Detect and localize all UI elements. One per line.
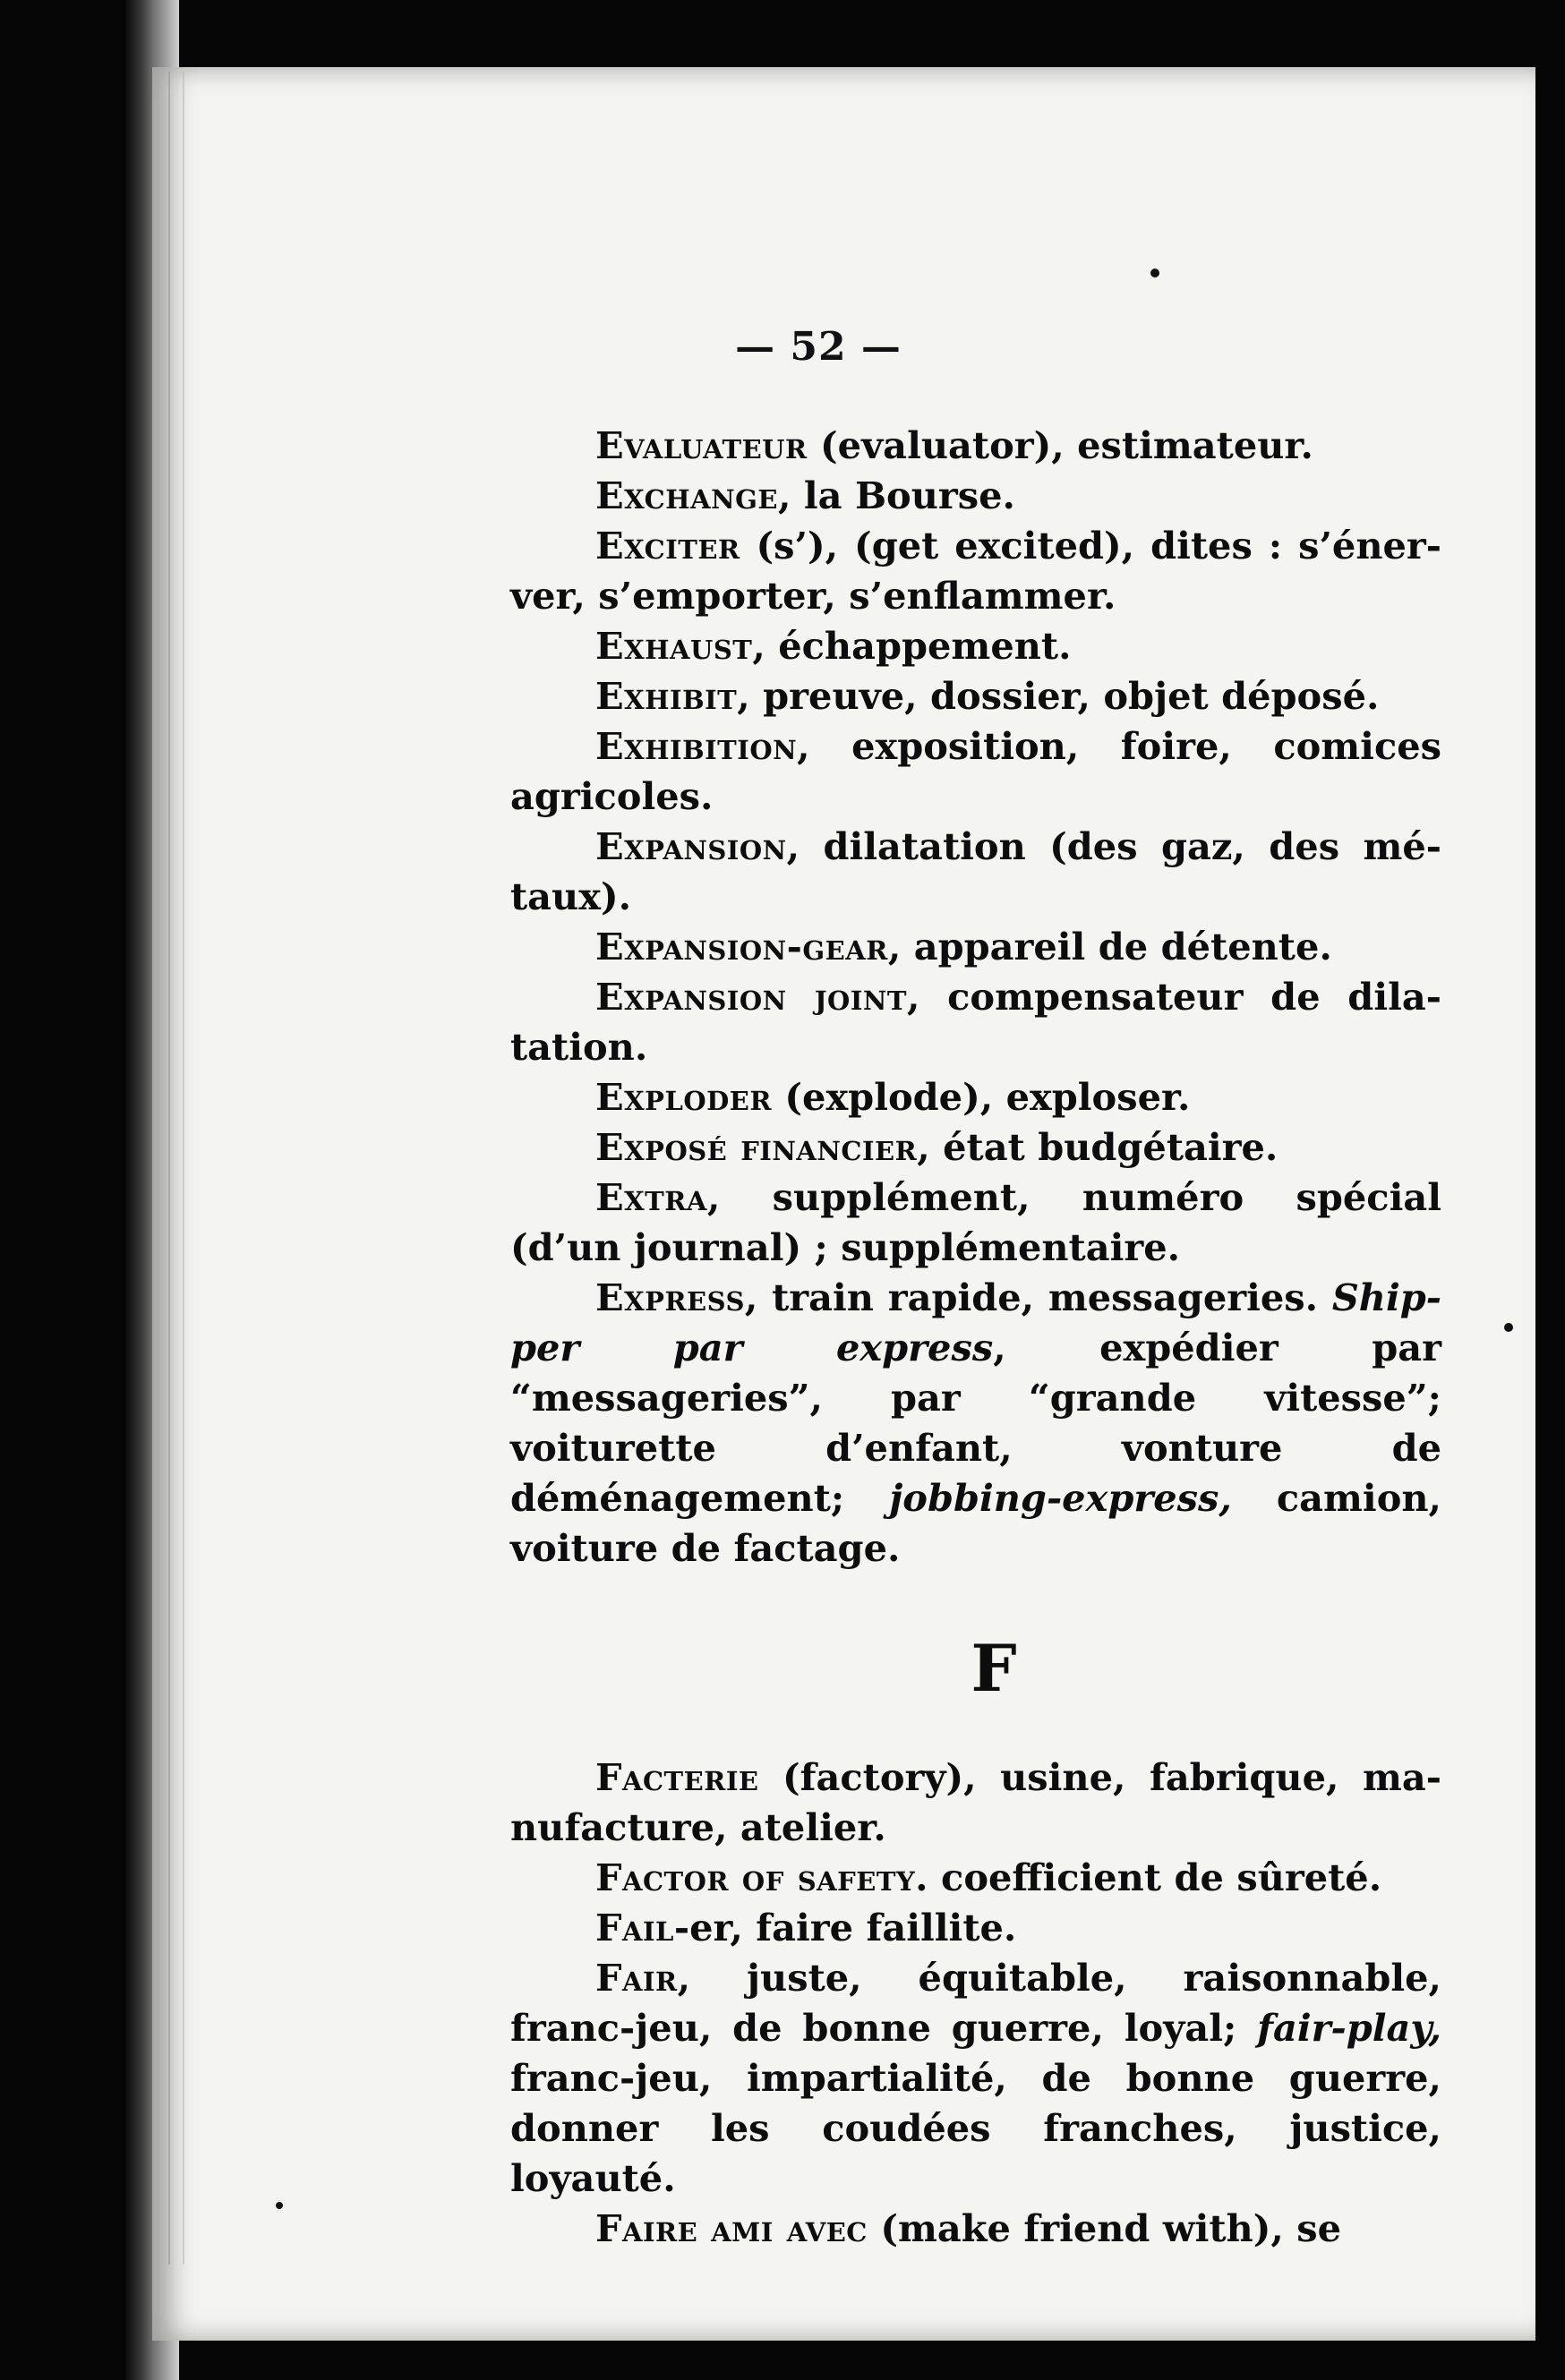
entry bbox=[510, 1903, 1441, 1953]
definition: . coefficient de sûreté. bbox=[915, 1855, 1382, 1899]
headword: Facterie bbox=[595, 1755, 759, 1799]
headword: Extra bbox=[595, 1175, 707, 1219]
definition: , juste, équitable, raisonnable, franc-jeu, de bonne guerre, loyal; bbox=[510, 1956, 1441, 2050]
definition: (factory), usine, fabrique, manufacture, atelier. bbox=[510, 1755, 1441, 1849]
entry bbox=[510, 972, 1441, 1072]
definition: , appareil de détente. bbox=[887, 925, 1332, 968]
definition: , exposition, foire, comices agricoles. bbox=[510, 724, 1441, 818]
definition: , supplément, numéro spécial (d’un journal) ; supplémentaire. bbox=[510, 1175, 1441, 1269]
definition: , échappement. bbox=[752, 624, 1072, 668]
headword: Expansion joint bbox=[595, 975, 907, 1019]
speck bbox=[1150, 269, 1159, 277]
definition: , expédier par “messageries”, par “grande vitesse”; voiturette d’enfant, vonture de déménagement; bbox=[510, 1326, 1441, 1520]
definition: , la Bourse. bbox=[777, 473, 1015, 517]
definition: franc-jeu, impartialité, de bonne guerre, donner les coudées franches, justice, loyauté. bbox=[510, 2056, 1441, 2200]
entry-fair bbox=[510, 1953, 1441, 2204]
definition: (make friend with), se bbox=[867, 2206, 1342, 2250]
definition: -er, faire faillite. bbox=[673, 1906, 1017, 1949]
definition: , compensateur de dilatation. bbox=[510, 975, 1441, 1069]
headword: Exciter bbox=[595, 524, 740, 567]
headword: Express bbox=[595, 1275, 745, 1319]
italic-phrase: fair-play, bbox=[1257, 2006, 1441, 2050]
entry bbox=[510, 471, 1441, 521]
entry bbox=[510, 822, 1441, 922]
entry bbox=[510, 521, 1441, 621]
speck bbox=[1504, 1323, 1513, 1332]
headword: Expansion-gear bbox=[595, 925, 888, 968]
headword: Exhibition bbox=[595, 724, 798, 768]
headword: Exhaust bbox=[595, 624, 753, 668]
section-letter: F bbox=[971, 1630, 1017, 1706]
dictionary-text bbox=[510, 421, 1441, 2254]
entry bbox=[510, 621, 1441, 671]
entry bbox=[510, 1072, 1441, 1122]
entry-express bbox=[510, 1273, 1441, 1574]
headword: Exchange bbox=[595, 473, 778, 517]
speck bbox=[276, 2202, 283, 2209]
headword: Evaluateur bbox=[595, 423, 808, 467]
definition: (explode), exploser. bbox=[771, 1075, 1191, 1119]
italic-phrase: Shipper par express bbox=[510, 1275, 1441, 1369]
entry bbox=[510, 1173, 1441, 1273]
definition: (evaluator), estimateur. bbox=[807, 423, 1313, 467]
entry bbox=[510, 671, 1441, 721]
headword: Exposé financier bbox=[595, 1125, 918, 1169]
definition: , preuve, dossier, objet déposé. bbox=[737, 674, 1380, 718]
definition: , état budgétaire. bbox=[917, 1125, 1279, 1169]
definition: (s’), (get excited), dites : s’énerver, s’emporter, s’enflammer. bbox=[510, 524, 1441, 618]
headword: Exhibit bbox=[595, 674, 738, 718]
headword: Expansion bbox=[595, 824, 787, 868]
headword: Factor of safety bbox=[595, 1855, 916, 1899]
entry bbox=[510, 2204, 1441, 2254]
page-gutter bbox=[168, 72, 184, 2265]
definition: camion, voiture de factage. bbox=[510, 1476, 1441, 1570]
entry bbox=[510, 922, 1441, 972]
definition: , train rapide, messageries. bbox=[744, 1275, 1332, 1319]
entry bbox=[510, 1122, 1441, 1173]
headword: Exploder bbox=[595, 1075, 772, 1119]
entry bbox=[510, 721, 1441, 822]
headword: Fail bbox=[595, 1906, 674, 1949]
entry bbox=[510, 1853, 1441, 1903]
italic-phrase: jobbing-express, bbox=[889, 1476, 1232, 1520]
entry bbox=[510, 1753, 1441, 1853]
page-number: — 52 — bbox=[735, 324, 902, 370]
definition: , dilatation (des gaz, des métaux). bbox=[510, 824, 1441, 918]
headword: Faire ami avec bbox=[595, 2206, 868, 2250]
headword: Fair bbox=[595, 1956, 678, 2000]
entry bbox=[510, 421, 1441, 471]
